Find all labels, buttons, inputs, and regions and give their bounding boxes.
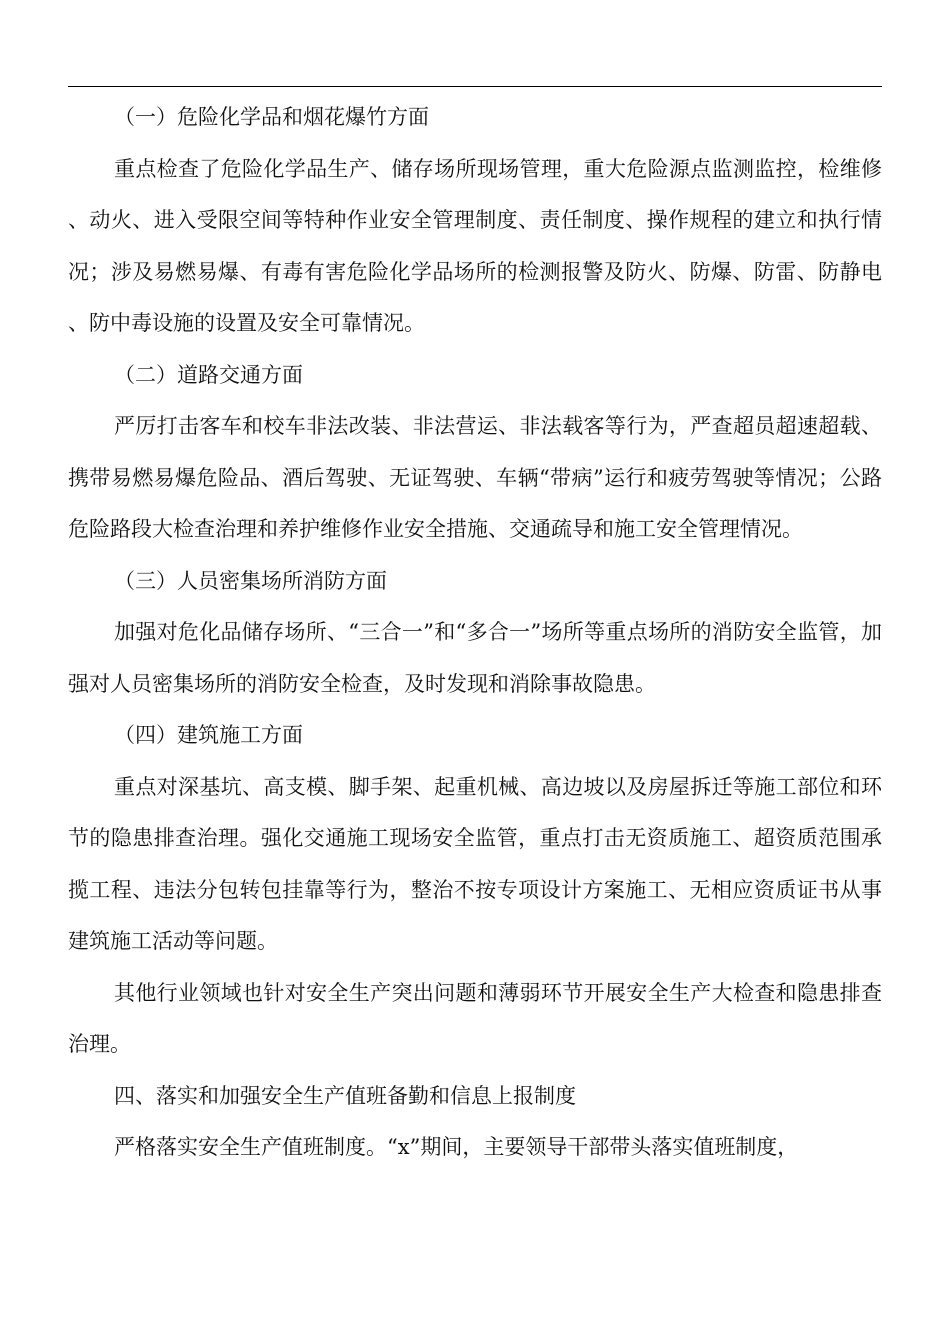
section-heading-hazardous-chemicals: （一）危险化学品和烟花爆竹方面 bbox=[114, 105, 429, 129]
section-heading-road-traffic: （二）道路交通方面 bbox=[114, 362, 303, 387]
section-heading-duty-reporting: 四、落实和加强安全生产值班备勤和信息上报制度 bbox=[114, 1083, 576, 1108]
paragraph-construction: 重点对深基坑、高支模、脚手架、起重机械、高边坡以及房屋拆迁等施工部位和环节的隐患排查治理。强化交通施工现场安全监管，重点打击无资质施工、超资质范围承揽工程、违法分包转包挂靠等行为，整治不按专项设计方案施工、无相应资质证书从事建筑施工活动等问题。 bbox=[68, 774, 882, 953]
section-heading-fire-safety: （三）人员密集场所消防方面 bbox=[114, 568, 387, 593]
paragraph-other-industries: 其他行业领域也针对安全生产突出问题和薄弱环节开展安全生产大检查和隐患排查治理。 bbox=[68, 980, 882, 1056]
header-rule bbox=[68, 86, 882, 87]
paragraph-road-traffic: 严厉打击客车和校车非法改装、非法营运、非法载客等行为，严查超员超速超载、携带易燃易爆危险品、酒后驾驶、无证驾驶、车辆“带病”运行和疲劳驾驶等情况；公路危险路段大检查治理和养护维修作业安全措施、交通疏导和施工安全管理情况。 bbox=[68, 414, 882, 541]
paragraph-duty-reporting: 严格落实安全生产值班制度。“x”期间，主要领导干部带头落实值班制度， bbox=[114, 1135, 799, 1159]
paragraph-hazardous-chemicals: 重点检查了危险化学品生产、储存场所现场管理，重大危险源点监测监控，检维修、动火、进入受限空间等特种作业安全管理制度、责任制度、操作规程的建立和执行情况；涉及易燃易爆、有毒有害危险化学品场所的检测报警及防火、防爆、防雷、防静电、防中毒设施的设置及安全可靠情况。 bbox=[68, 156, 882, 335]
document-body bbox=[68, 92, 882, 1174]
section-heading-construction: （四）建筑施工方面 bbox=[114, 723, 303, 747]
paragraph-fire-safety: 加强对危化品储存场所、“三合一”和“多合一”场所等重点场所的消防安全监管，加强对人员密集场所的消防安全检查，及时发现和消除事故隐患。 bbox=[68, 620, 882, 696]
